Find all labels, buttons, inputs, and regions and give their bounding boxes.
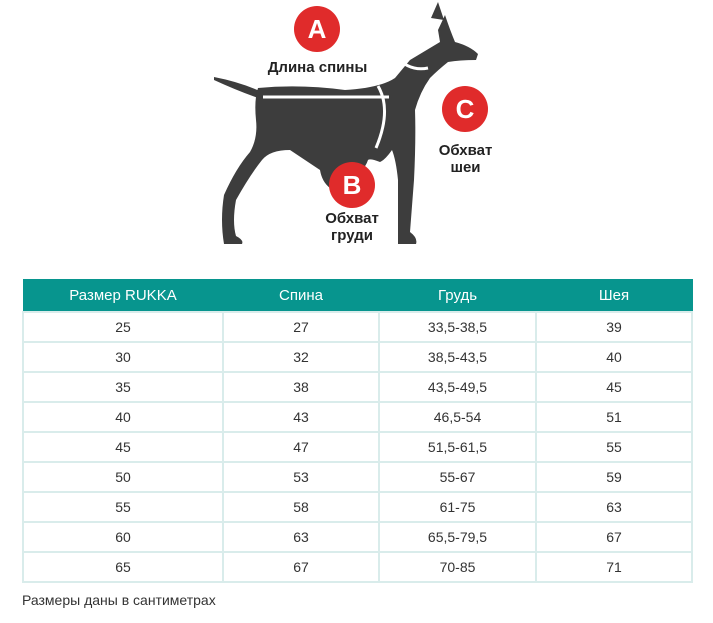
cell: 38 bbox=[223, 372, 379, 402]
cell: 50 bbox=[23, 462, 223, 492]
cell: 59 bbox=[536, 462, 692, 492]
table-row bbox=[23, 552, 692, 582]
table-row bbox=[23, 312, 692, 342]
cell: 67 bbox=[223, 552, 379, 582]
cell: 51,5-61,5 bbox=[379, 432, 536, 462]
table-row bbox=[23, 462, 692, 492]
cell: 63 bbox=[223, 522, 379, 552]
table-row bbox=[23, 372, 692, 402]
cell: 43,5-49,5 bbox=[379, 372, 536, 402]
cell: 71 bbox=[536, 552, 692, 582]
cell: 65,5-79,5 bbox=[379, 522, 536, 552]
cell: 27 bbox=[223, 312, 379, 342]
badge-b: B bbox=[329, 162, 375, 208]
table-header-row bbox=[23, 280, 692, 313]
cell: 70-85 bbox=[379, 552, 536, 582]
cell: 33,5-38,5 bbox=[379, 312, 536, 342]
table-row bbox=[23, 342, 692, 372]
size-table bbox=[22, 279, 693, 583]
cell: 55 bbox=[536, 432, 692, 462]
chest-girth-label: Обхват груди bbox=[325, 210, 379, 244]
cell: 60 bbox=[23, 522, 223, 552]
table-row bbox=[23, 522, 692, 552]
cell: 39 bbox=[536, 312, 692, 342]
cell: 25 bbox=[23, 312, 223, 342]
cell: 61-75 bbox=[379, 492, 536, 522]
neck-girth-label: Обхват шеи bbox=[438, 142, 493, 176]
cell: 55-67 bbox=[379, 462, 536, 492]
cell: 58 bbox=[223, 492, 379, 522]
cell: 32 bbox=[223, 342, 379, 372]
dog-measurement-illustration bbox=[0, 0, 713, 260]
units-footnote: Размеры даны в сантиметрах bbox=[22, 592, 216, 608]
cell: 65 bbox=[23, 552, 223, 582]
badge-a: A bbox=[294, 6, 340, 52]
cell: 63 bbox=[536, 492, 692, 522]
header-size: Размер RUKKA bbox=[23, 280, 223, 313]
badge-c: C bbox=[442, 86, 488, 132]
cell: 45 bbox=[23, 432, 223, 462]
back-length-label: Длина спины bbox=[267, 59, 368, 76]
cell: 43 bbox=[223, 402, 379, 432]
header-back: Спина bbox=[223, 280, 379, 313]
table-row bbox=[23, 402, 692, 432]
header-neck: Шея bbox=[536, 280, 692, 313]
header-chest: Грудь bbox=[379, 280, 536, 313]
cell: 47 bbox=[223, 432, 379, 462]
cell: 55 bbox=[23, 492, 223, 522]
cell: 51 bbox=[536, 402, 692, 432]
cell: 40 bbox=[536, 342, 692, 372]
cell: 45 bbox=[536, 372, 692, 402]
cell: 46,5-54 bbox=[379, 402, 536, 432]
cell: 35 bbox=[23, 372, 223, 402]
cell: 53 bbox=[223, 462, 379, 492]
cell: 40 bbox=[23, 402, 223, 432]
cell: 30 bbox=[23, 342, 223, 372]
table-row bbox=[23, 432, 692, 462]
cell: 38,5-43,5 bbox=[379, 342, 536, 372]
cell: 67 bbox=[536, 522, 692, 552]
table-row bbox=[23, 492, 692, 522]
